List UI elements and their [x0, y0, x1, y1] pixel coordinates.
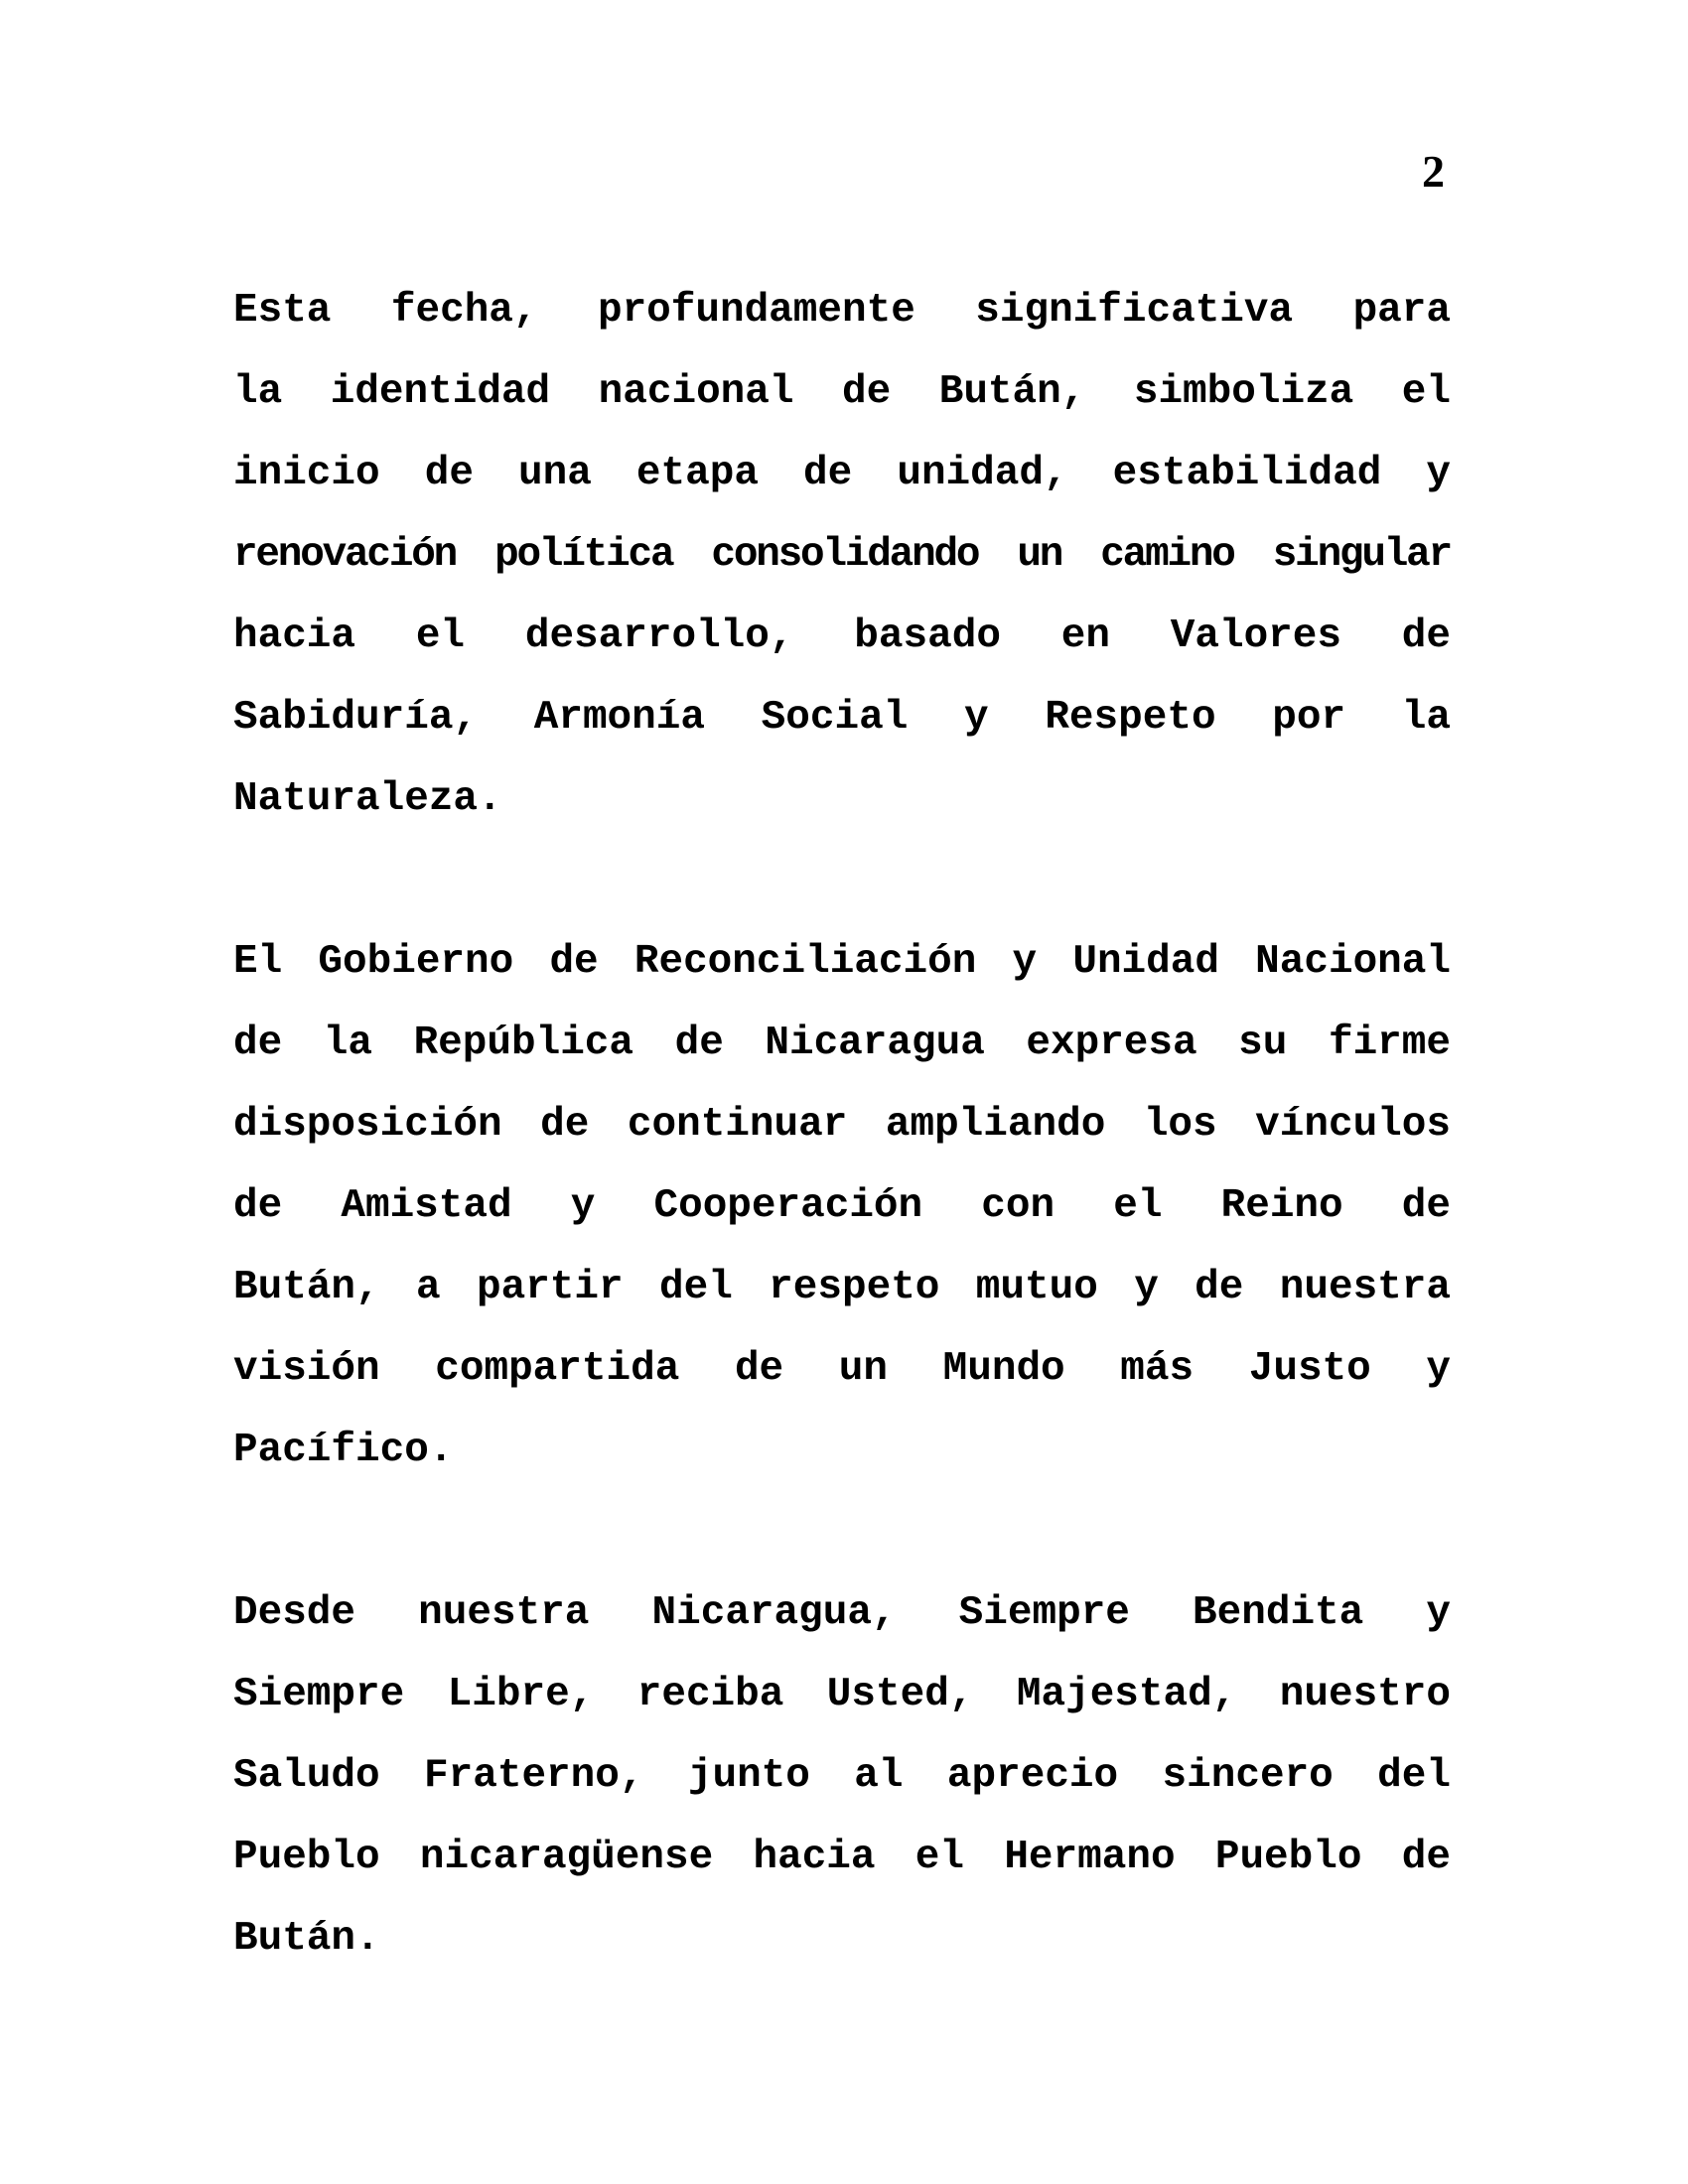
letter-body: [233, 270, 1451, 2061]
text-line: El Gobierno de Reconciliación y Unidad Nacional: [233, 939, 1451, 985]
text-line: de la República de Nicaragua expresa su firme: [233, 1021, 1451, 1066]
text-line: Bután.: [233, 1916, 380, 1962]
text-line: Desde nuestra Nicaragua, Siempre Bendita y: [233, 1590, 1451, 1636]
paragraph-fraternal-greeting: [233, 1572, 1451, 1979]
text-line: inicio de una etapa de unidad, estabilidad y: [233, 451, 1451, 496]
text-line: Naturaleza.: [233, 776, 502, 822]
text-line: Bután, a partir del respeto mutuo y de nuestra: [233, 1265, 1451, 1310]
text-line: Saludo Fraterno, junto al aprecio sincero del: [233, 1753, 1451, 1799]
text-line: de Amistad y Cooperación con el Reino de: [233, 1183, 1451, 1229]
text-line: Pueblo nicaragüense hacia el Hermano Pueblo de: [233, 1835, 1451, 1880]
text-line: Siempre Libre, reciba Usted, Majestad, nuestro: [233, 1672, 1451, 1717]
text-line: disposición de continuar ampliando los vínculos: [233, 1102, 1451, 1148]
text-line: renovación política consolidando un camino singular: [233, 532, 1451, 578]
paragraph-nicaragua-cooperation: [233, 921, 1451, 1491]
text-line: Pacífico.: [233, 1428, 454, 1473]
text-line: Sabiduría, Armonía Social y Respeto por la: [233, 695, 1451, 741]
text-line: Esta fecha, profundamente significativa para: [233, 288, 1451, 334]
page-number: 2: [1422, 146, 1445, 197]
text-line: la identidad nacional de Bután, simboliza el: [233, 369, 1451, 415]
text-line: visión compartida de un Mundo más Justo y: [233, 1346, 1451, 1392]
text-line: hacia el desarrollo, basado en Valores de: [233, 614, 1451, 659]
paragraph-butan-date-significance: [233, 270, 1451, 840]
